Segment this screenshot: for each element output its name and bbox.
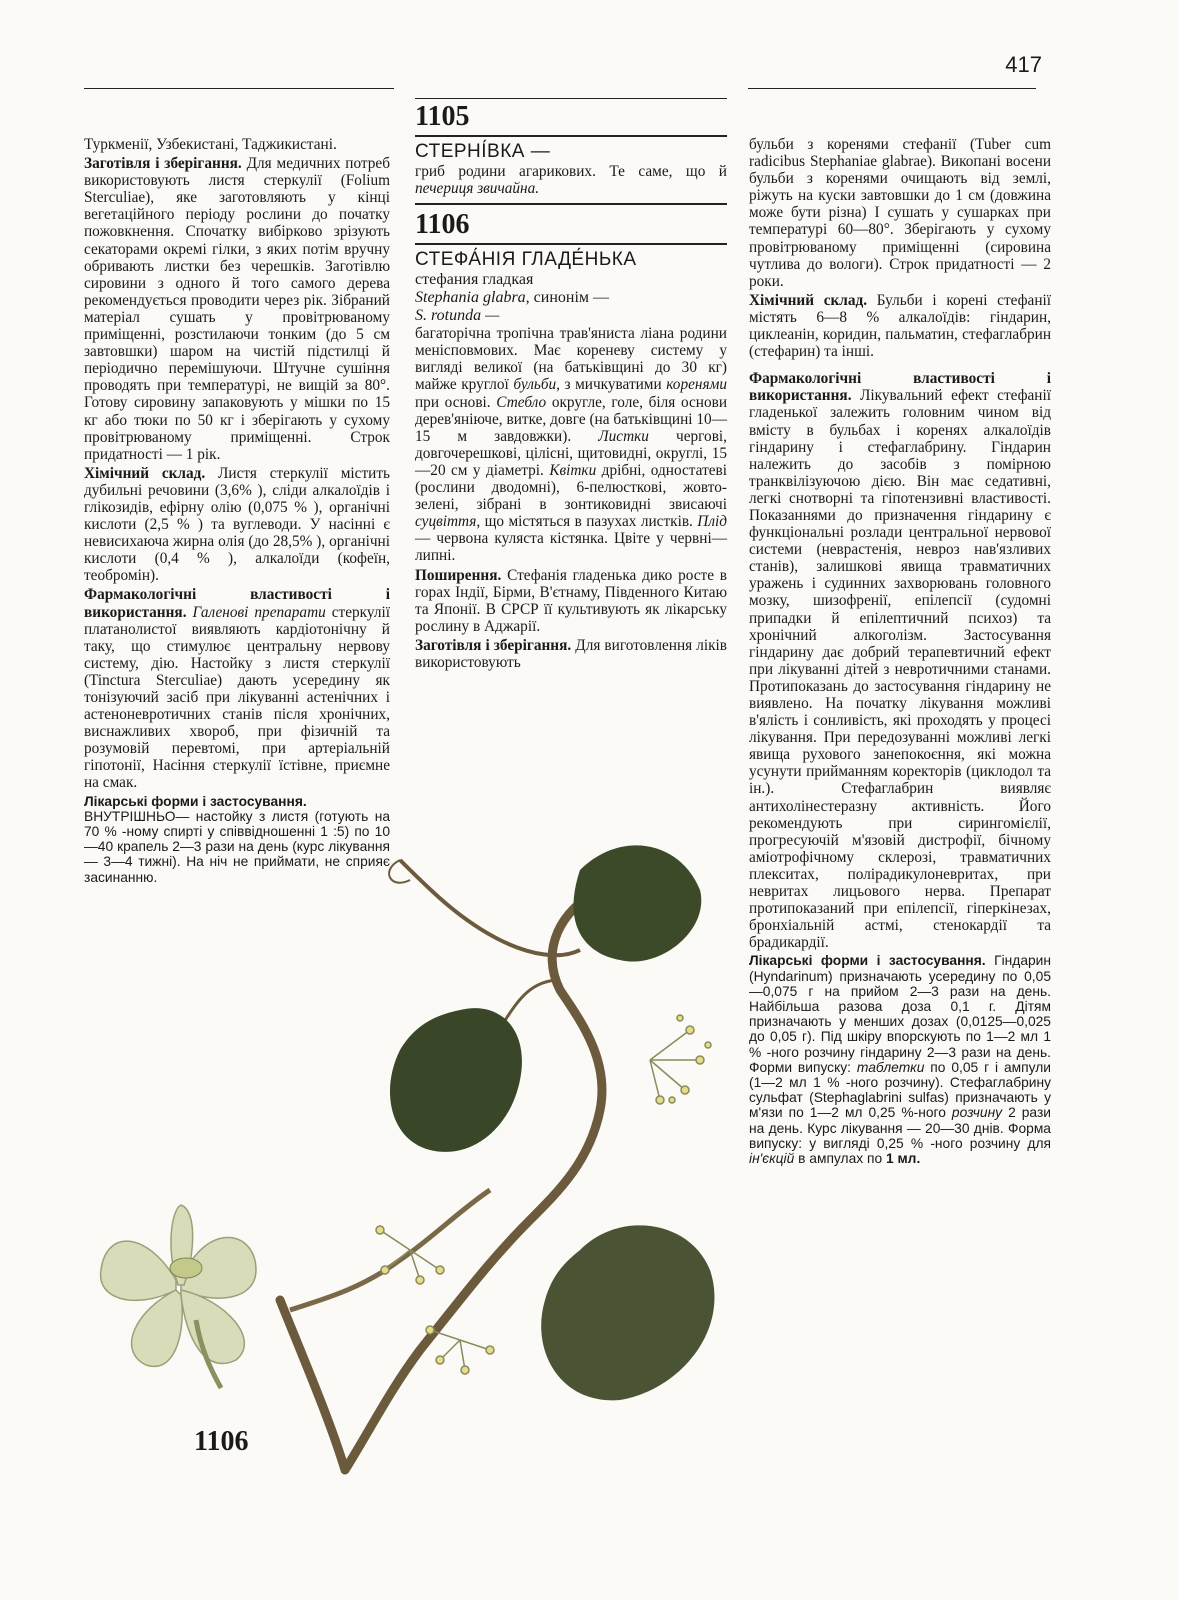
- preparation-continued: бульби з коренями стефанії (Tuber cum radicibus Stephaniae glabrae). Викопані восени бульби з коренями очищають від землі, ріжуть на куски завтовшки до 1 см (довжина може бути різна) І сушать у сушарках при температурі 60—80°. Зберігають у сухому провітрюваному приміщенні (сировина чутлива до вологи). Строк придатності — 2 роки.: [749, 136, 1051, 290]
- section-heading: Фармакологічні властивості і використання.: [749, 370, 1051, 405]
- forms-paragraph: Лікарські форми і застосування. ВНУТРІШНЬО— настойку з листя (готують на 70 % -ному спирті у співвідношенні 1 :5) по 10—40 крапель 2—3 рази на день (курс лікування — 3—4 тижні). На ніч не приймати, не сприяє засинанню.: [84, 793, 390, 885]
- entry-text-1105: гриб родини агарикових. Те саме, що й печериця звичайна.: [415, 163, 727, 198]
- section-heading: Лікарські форми і застосування.: [84, 793, 307, 809]
- flower-center: [170, 1258, 202, 1278]
- entry-number-1106: 1106: [415, 209, 470, 241]
- section-heading: Лікарські форми і застосування.: [749, 953, 986, 969]
- plant-stem: [290, 1190, 490, 1310]
- entry-number-1105: 1105: [415, 101, 470, 132]
- petal: [132, 1290, 183, 1366]
- entry-divider: [415, 203, 727, 205]
- russian-name: стефания гладкая: [415, 271, 534, 289]
- intro-text: Туркменії, Узбекистані, Таджикистані.: [84, 136, 337, 153]
- entry-title-1106: СТЕФА́НІЯ ГЛАДЕ́НЬКА: [415, 249, 637, 271]
- distribution-paragraph: Поширення. Стефанія гладенька дико росте в горах Індії, Бірми, В'єтнаму, Південного Китаю та Японії. В СРСР її культивують як лікарську рослину в Аджарії.: [415, 566, 728, 635]
- section-heading: Заготівля і зберігання.: [84, 155, 242, 173]
- leaf: [390, 1008, 522, 1152]
- section-heading: Фармакологічні властивості і використання.: [84, 586, 390, 621]
- chemistry-paragraph: Хімічний склад. Бульби і корені стефанії містять 6—8 % алкалоїдів: гіндарин, циклеанін, коридин, пальматин, стефаглабрин (стефарин) та інші.: [749, 291, 1051, 361]
- leaf: [574, 845, 702, 961]
- pharmacology-paragraph: Фармакологічні властивості і використання. Лікувальний ефект стефанії гладенької залежить головним чином від вмісту в бульбах і коренях алкалоїдів гіндарину і стефаглабрину. Гіндарин належить до засобів з помірною транквілізуючою дією. Він має седативні, легкі снотворні та гіпотензивні властивості. Показаннями до призначення гіндарину є функціональні розлади центральної нервової системи (неврастенія, невроз нав'язливих станів), залишкові явища травматичних уражень і судинних захворювань головного мозку, шизофренії, епілепсії (судомні припадки й епілептичний психоз) та хронічний алкоголізм. Застосування гіндарину дає добрий терапевтичний ефект при лікуванні дітей з невротичними станами. Протипоказань до застосування гіндарину не виявлено. На початку лікування можливі в'ялість і сонливість, які проходять у процесі лікування. При передозуванні можливі легкі явища рухового занепокоєння, які можна усунути прийманням коректорів (циклодол та ін.). Стефаглабрин виявляє антихолінестеразну активність. Його рекомендують при сирингомієлії, прогресуючій м'язовій дистрофії, бічному аміотрофічному склерозі, травматичних плекситах, полірадикулоневритах, при невритах лицьового нерва. Препарат протипоказаний при епілепсії, гіперкінезах, бронхіальній астмі, стенокардії та брадикардії.: [749, 370, 1051, 952]
- entry-divider: [415, 243, 727, 245]
- flower-detail-illustration: [86, 1190, 271, 1390]
- top-rule-left: [84, 88, 394, 89]
- left-column: [84, 136, 390, 887]
- section-heading: Хімічний склад.: [84, 464, 206, 482]
- stephania-plant-illustration: [260, 830, 730, 1490]
- preparation-paragraph: Заготівля і зберігання. Для виготовлення ліків використовують: [415, 636, 727, 671]
- top-rule-right: [748, 88, 1036, 89]
- figure-label: 1106: [194, 1426, 249, 1457]
- right-column: [749, 136, 1051, 1168]
- plant-stem: [280, 890, 602, 1470]
- latin-synonym: S. rotunda —: [415, 307, 500, 325]
- entry-divider: [415, 98, 727, 99]
- section-heading: Заготівля і зберігання.: [415, 636, 572, 654]
- chemistry-paragraph: Хімічний склад. Листя стеркулії містить дубильні речовини (3,6% ), сліди алкалоїдів і глікозидів, ефірну олію (0,075 % ), органічні кислоти (2,5 % ) та вуглеводи. У насінні є невисихаюча жирна олія (до 28,5% ), органічні кислоти (0,4 % ), алкалоїди (кофеїн, теобромін).: [84, 464, 390, 585]
- forms-paragraph: Лікарські форми і застосування. Гіндарин (Hyndarinum) призначають усередину по 0,05—0,075 г на прийом 2—3 рази на день. Найбільша разова доза 0,1 г. Дітям призначають у менших дозах (0,0125—0,025 до 0,05 г). Під шкіру впорскують по 1—2 мл 1 % -ного розчину гіндарину 2—3 рази на день. Форми випуску: таблетки по 0,05 г і ампули (1—2 мл 1 % -ного розчину). Стефаглабрину сульфат (Stephaglabrini sulfas) призначають у м'язи по 1—2 мл 0,25 %-ного розчину 2 рази на день. Курс лікування — 20—30 днів. Форма випуску: у вигляді 0,25 % -ного розчину для ін'єкцій в ампулах по 1 мл.: [749, 953, 1051, 1167]
- leaf: [541, 1225, 714, 1400]
- pharmacology-paragraph: Фармакологічні властивості і використання. Галенові препарати стеркулії платанолистої виявляють кардіотонічну й таку, що стимулює центральну нервову систему, дію. Настойку з листя стеркулії (Tinctura Sterculiae) дають усередину як тонізуючий засіб при лікуванні астенічних і астеноневротичних станів після хронічних, виснажливих хвороб, при фізичній та розумовій перевтомі, при артеріальній гіпотонії, Насіння стеркулії їстівне, приємне на смак.: [84, 586, 390, 792]
- flower-umbel: [650, 1015, 711, 1104]
- entry-title-1105: СТЕРНІ́ВКА —: [415, 141, 551, 162]
- page-number: 417: [1005, 52, 1042, 77]
- preparation-paragraph: Заготівля і зберігання. Для медичних потреб використовують листя стеркулії (Folium Sterculiae), яке заготовляють у кінці вегетаційного періоду рослини до початку пожовкнення. Спочатку вибірково зрізують секаторами окремі гілки, з яких потім вручну обривають листки без черешків. Заготівлю сировини з одного й того самого дерева рекомендується проводити через рік. Зібраний матеріал сушать у провітрюваному приміщенні, розстилаючи тонким (до 5 см завтовшки) шаром на чистій підстилці й періодично перемішуючи. Штучне сушіння проводять при температурі, не вищій за 80°. Готову сировину запаковують у мішки по 15 кг або тюки по 50 кг і зберігають у сухому провітрюваному приміщенні. Строк придатності — 1 рік.: [84, 155, 391, 463]
- latin-name: Stephania glabra, синонім —: [415, 289, 610, 307]
- middle-column: [415, 96, 727, 673]
- section-heading: Хімічний склад.: [749, 291, 868, 309]
- section-heading: Поширення.: [415, 566, 502, 584]
- entry-divider: [415, 135, 727, 137]
- petal: [181, 1290, 244, 1364]
- plant-tendril: [389, 860, 410, 883]
- description-paragraph: багаторічна тропічна трав'яниста ліана родини менісповмових. Має кореневу систему у вигляді великої (на батьківщині до 30 кг) майже круглої бульби, з мичкуватими коренями при основі. Стебло округле, голе, біля основи дерев'яніюче, витке, довге (на батьківщині 10—15 м завдовжки). Листки чергові, довгочерешкові, цілісні, щитовидні, округлі, 15—20 см у діаметрі. Квітки дрібні, одностатеві (рослини дводомні), 6-пелюсткові, жовто-зелені, зібрані в зонтиковидні звисаючі суцвіття, що містяться в пазухах листків. Плід — червона куляста кістянка. Цвіте у червні—липні.: [415, 325, 728, 565]
- petal: [101, 1241, 176, 1300]
